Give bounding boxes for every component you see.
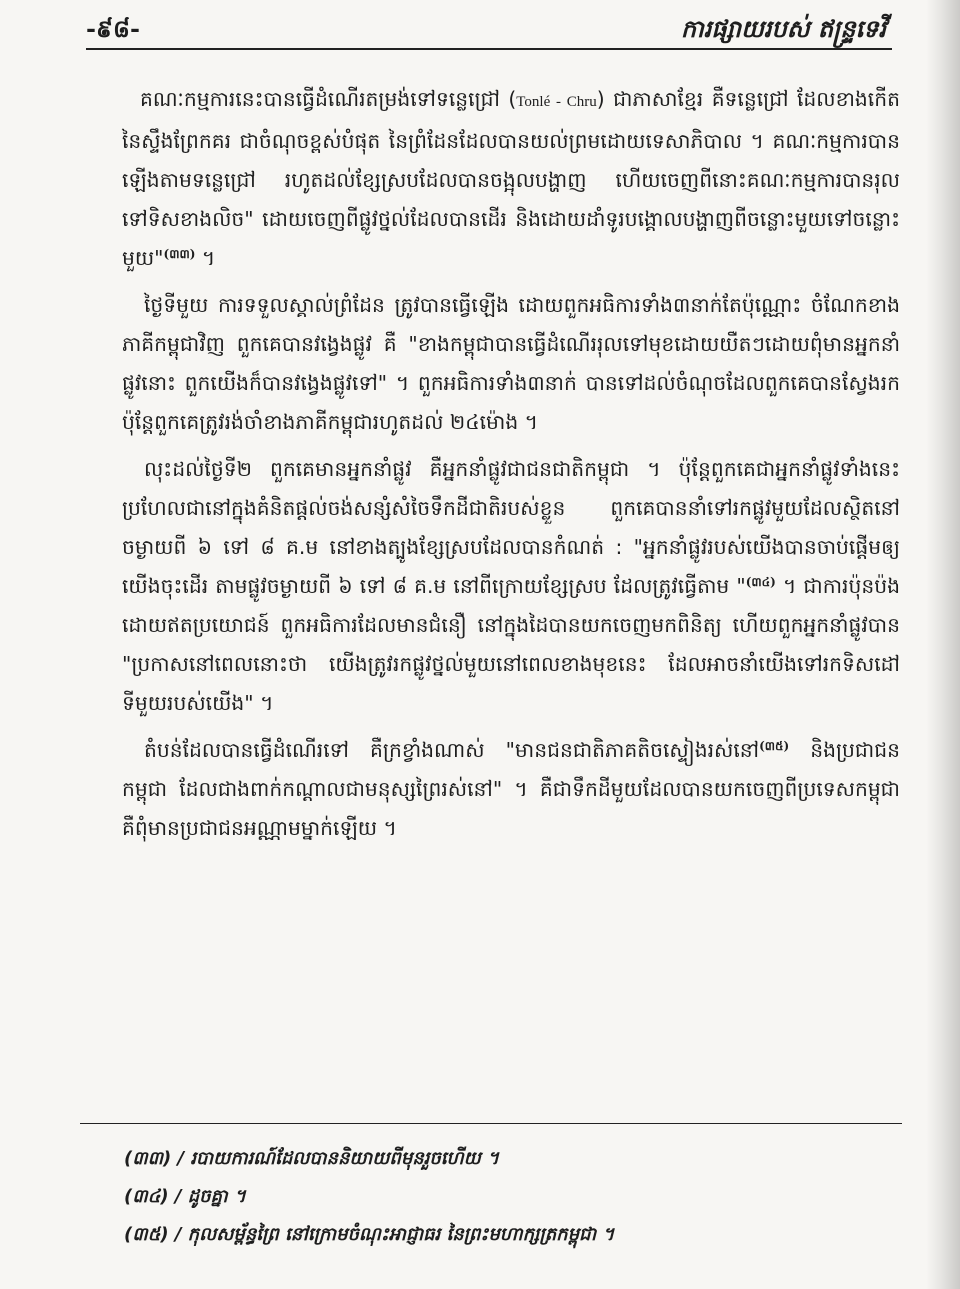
scan-edge-shadow <box>926 0 960 1289</box>
paragraph-3-text-cont: ។ ជាការប៉ុនប៉ងដោយឥតប្រយោជន៍ ពួកអធិការដែលមានជំនឿ នៅក្នុងដៃបានយកចេញមកពិនិត្យ ហើយពួកអ្នកនាំផ្លូវបាន "ប្រកាសនៅពេលនោះថា យើងត្រូវរកផ្លូវថ្នល់មួយនៅពេលខាងមុខនេះ ដែលអាចនាំយើងទៅរកទិសដៅទីមួយរបស់យើង" ។ <box>122 574 900 715</box>
running-title: ការផ្សាយរបស់ ឥន្ទ្រទេវី <box>680 15 886 43</box>
footnote-35: (៣៥) / កុលសម្ព័ន្ធព្រៃ នៅក្រោមចំណុះអាជ្ញាធរ នៃព្រះមហាក្សត្រកម្ពុជា ។ <box>124 1224 615 1245</box>
paragraph-1-text: គណៈកម្មការនេះបានធ្វើដំណើរតម្រង់ទៅទន្លេជ្រៅ ( <box>140 87 517 111</box>
main-text <box>122 80 900 856</box>
latin-term: Tonlé - Chru <box>516 94 597 110</box>
paragraph-3 <box>122 450 900 723</box>
footnote-34: (៣៤) / ដូចគ្នា ។ <box>124 1186 246 1207</box>
paragraph-4-text: តំបន់ដែលបានធ្វើដំណើរទៅ គឺក្រខ្វាំងណាស់ "មានជនជាតិភាគតិចស្ទៀងរស់នៅ <box>144 738 760 762</box>
footnote-ref-33[interactable]: (៣៣) <box>163 247 196 261</box>
footnotes <box>124 1140 894 1254</box>
paragraph-1-text-cont: ) ជាភាសាខ្មែរ គឺទន្លេជ្រៅ ដែលខាងកើត នៃស្ទឹងព្រែកគរ ជាចំណុចខ្ពស់បំផុត នៃព្រំដែនដែលបានយល់ព្រមដោយទេសាភិបាល ។ គណៈកម្មការបានឡើងតាមទន្លេជ្រៅ រហូតដល់ខ្សែស្របដែលបានចង្អុលបង្ហាញ ហើយចេញពីនោះគណៈកម្មការបានរុលទៅទិសខាងលិច" ដោយចេញពីផ្លូវថ្នល់ដែលបានដើរ និងដោយដាំទូរបង្គោលបង្ហាញពីចន្លោះមួយទៅចន្លោះមួយ" <box>122 87 900 270</box>
footnote-rule <box>80 1123 902 1124</box>
paragraph-4 <box>122 731 900 848</box>
page-number: -៩៨- <box>86 14 140 43</box>
paragraph-4-text-cont: និងប្រជាជនកម្ពុជា ដែលជាងពាក់កណ្តាលជាមនុស្សព្រៃរស់នៅ" ។ គឺជាទឹកដីមួយដែលបានយកចេញពីប្រទេសកម្ពុជា គឺពុំមានប្រជាជនអណ្ណាមម្នាក់ឡើយ ។ <box>122 738 900 840</box>
footnote-ref-34[interactable]: (៣៤) <box>745 575 776 589</box>
footnote-33: (៣៣) / របាយការណ៍ដែលបាននិយាយពីមុនរួចហើយ ។ <box>124 1148 499 1169</box>
page-header <box>86 14 886 48</box>
paragraph-2: ថ្ងៃទីមួយ ការទទួលស្គាល់ព្រំដែន ត្រូវបានធ្វើឡើង ដោយពួកអធិការទាំង៣នាក់តែប៉ុណ្ណោះ ចំណែកខាងភាគីកម្ពុជាវិញ ពួកគេបានវង្វេងផ្លូវ គឺ "ខាងកម្ពុជាបានធ្វើដំណើររុលទៅមុខដោយយឺតៗដោយពុំមានអ្នកនាំផ្លូវនោះ ពួកយើងក៏បានវង្វេងផ្លូវទៅ" ។ ពួកអធិការទាំង៣នាក់ បានទៅដល់ចំណុចដែលពួកគេបានស្វែងរក ប៉ុន្តែពួកគេត្រូវរង់ចាំខាងភាគីកម្ពុជារហូតដល់ ២៤ម៉ោង ។ <box>122 293 900 434</box>
paragraph-3-text: លុះដល់ថ្ងៃទី២ ពួកគេមានអ្នកនាំផ្លូវ គឺអ្នកនាំផ្លូវជាជនជាតិកម្ពុជា ។ ប៉ុន្តែពួកគេជាអ្នកនាំផ្លូវទាំងនេះ ប្រហែលជានៅក្នុងគំនិតផ្តល់ចង់សន្សំសំចៃទឹកដីជាតិរបស់ខ្លួន ពួកគេបាននាំទៅរកផ្លូវមួយដែលស្ថិតនៅចម្ងាយពី ៦ ទៅ ៨ គ.ម នៅខាងត្បូងខ្សែស្របដែលបានកំណត់ : "អ្នកនាំផ្លូវរបស់យើងបានចាប់ផ្ដើមឲ្យយើងចុះដើរ តាមផ្លូវចម្ងាយពី ៦ ទៅ ៨ គ.ម នៅពីក្រោយខ្សែស្រប ដែលត្រូវធ្វើតាម " <box>122 457 900 598</box>
paragraph-1 <box>122 80 900 278</box>
paragraph-1-end: ។ <box>195 246 216 270</box>
header-rule <box>86 48 892 50</box>
footnote-ref-35[interactable]: (៣៥) <box>759 739 790 753</box>
